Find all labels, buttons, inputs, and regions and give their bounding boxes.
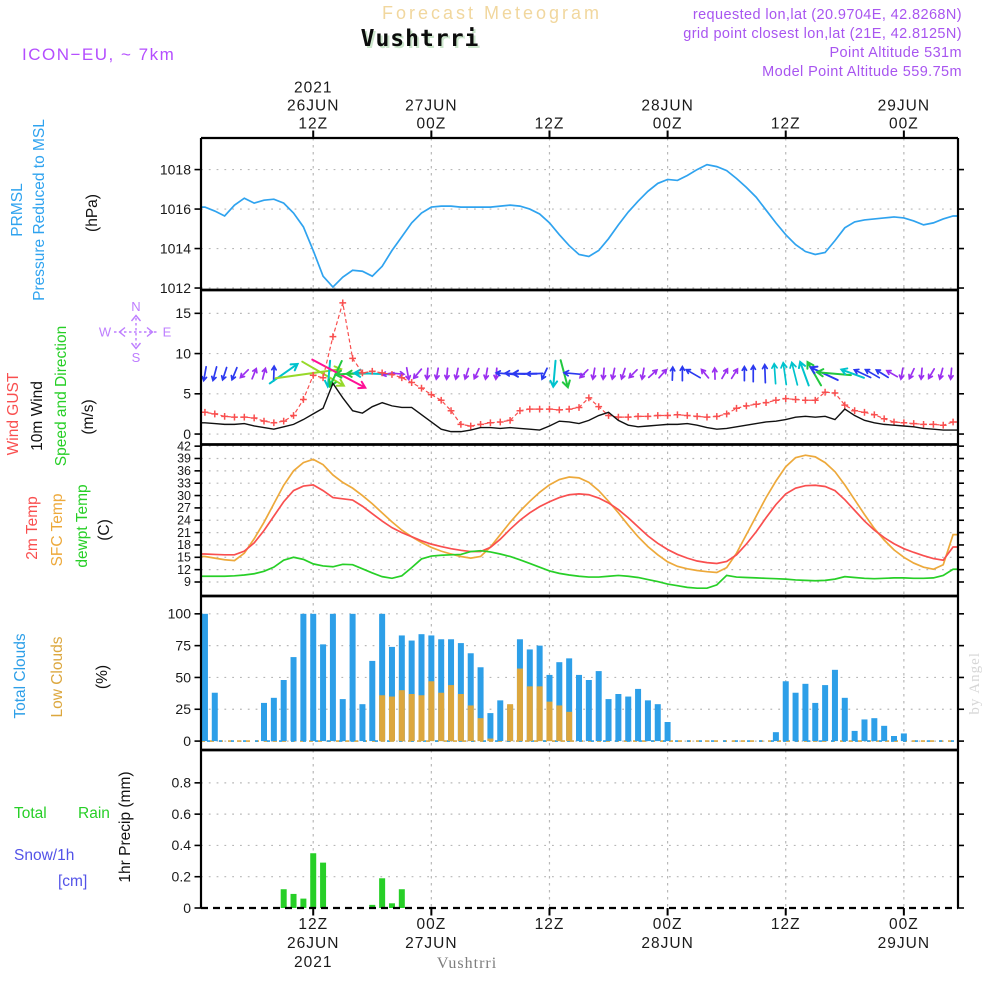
svg-text:N: N xyxy=(131,299,141,314)
svg-text:25: 25 xyxy=(175,701,191,718)
svg-text:1016: 1016 xyxy=(159,200,191,217)
axis-label: Low Clouds xyxy=(49,636,66,718)
svg-text:27: 27 xyxy=(177,501,191,516)
svg-text:0: 0 xyxy=(183,899,191,916)
axis-label: (m/s) xyxy=(80,399,97,435)
panel-temp xyxy=(24,439,964,596)
svg-text:27JUN: 27JUN xyxy=(405,97,458,115)
info-point-altitude: Point Altitude 531m xyxy=(829,45,962,61)
axis-label: Speed and Direction xyxy=(53,325,70,467)
svg-text:15: 15 xyxy=(175,305,191,322)
svg-text:2021: 2021 xyxy=(293,954,333,971)
svg-text:50: 50 xyxy=(175,669,191,686)
wind-direction-arrows xyxy=(202,360,953,389)
svg-text:26JUN: 26JUN xyxy=(287,935,340,952)
svg-text:00Z: 00Z xyxy=(416,115,447,133)
svg-text:18: 18 xyxy=(177,538,191,553)
svg-text:27JUN: 27JUN xyxy=(405,935,458,952)
x-axis-top xyxy=(287,80,930,139)
x-axis-bottom xyxy=(287,908,930,971)
station-title: Vushtrri xyxy=(360,26,480,52)
low-clouds-bars xyxy=(379,669,572,742)
svg-text:28JUN: 28JUN xyxy=(641,935,694,952)
info-model-altitude: Model Point Altitude 559.75m xyxy=(762,64,962,80)
svg-text:28JUN: 28JUN xyxy=(641,97,694,115)
sfc-temp-line xyxy=(201,455,958,572)
svg-text:29JUN: 29JUN xyxy=(877,935,931,952)
axis-label: SFC Temp xyxy=(49,493,66,567)
svg-text:12Z: 12Z xyxy=(298,916,329,933)
svg-text:12: 12 xyxy=(177,562,191,577)
axis-label: (%) xyxy=(94,664,111,690)
svg-text:E: E xyxy=(162,324,172,340)
svg-text:S: S xyxy=(131,350,141,365)
svg-text:00Z: 00Z xyxy=(652,916,683,933)
info-requested-lonlat: requested lon,lat (20.9704E, 42.8268N) xyxy=(692,7,962,23)
svg-text:0.8: 0.8 xyxy=(171,774,191,791)
rain-bars xyxy=(281,853,405,908)
svg-text:1012: 1012 xyxy=(159,279,191,296)
axis-label: PRMSL xyxy=(9,183,26,237)
axis-label: 1hr Precip (mm) xyxy=(117,771,134,883)
svg-text:33: 33 xyxy=(177,476,191,491)
panel-precip xyxy=(14,750,964,916)
axis-label: Total xyxy=(14,805,47,822)
svg-text:12Z: 12Z xyxy=(298,115,329,133)
svg-text:00Z: 00Z xyxy=(652,115,683,133)
svg-text:26JUN: 26JUN xyxy=(287,97,340,115)
model-label: ICON−EU, ~ 7km xyxy=(22,45,176,64)
svg-text:0.2: 0.2 xyxy=(171,868,191,885)
svg-text:12Z: 12Z xyxy=(534,115,565,133)
watermark: by Angel xyxy=(967,652,983,715)
compass-rose xyxy=(99,299,172,365)
panel-pressure xyxy=(9,119,964,301)
svg-text:15: 15 xyxy=(177,550,191,565)
panel-wind xyxy=(5,290,964,466)
svg-text:0: 0 xyxy=(183,425,191,442)
svg-text:39: 39 xyxy=(177,451,191,466)
svg-text:1014: 1014 xyxy=(159,240,191,257)
svg-text:30: 30 xyxy=(177,488,191,503)
svg-text:12Z: 12Z xyxy=(534,916,565,933)
svg-text:00Z: 00Z xyxy=(889,115,919,133)
svg-text:21: 21 xyxy=(177,525,191,540)
axis-label: Pressure Reduced to MSL xyxy=(31,119,48,301)
svg-text:0: 0 xyxy=(183,732,191,749)
svg-text:W: W xyxy=(98,324,112,340)
svg-text:9: 9 xyxy=(184,575,191,590)
svg-text:42: 42 xyxy=(177,439,191,454)
svg-text:5: 5 xyxy=(183,385,191,402)
axis-label: Snow/1h xyxy=(14,847,75,864)
svg-text:0.6: 0.6 xyxy=(171,805,191,822)
t2m-line xyxy=(201,485,958,564)
axis-label: Wind GUST xyxy=(5,372,22,456)
bottom-station-label: Vushtrri xyxy=(436,955,498,972)
svg-text:36: 36 xyxy=(177,464,191,479)
axis-label: (C) xyxy=(96,519,113,541)
svg-text:12Z: 12Z xyxy=(770,916,801,933)
svg-text:00Z: 00Z xyxy=(889,916,919,933)
axis-label: (hPa) xyxy=(84,194,101,232)
axis-label: 2m Temp xyxy=(24,496,41,560)
svg-text:29JUN: 29JUN xyxy=(877,97,931,115)
axis-label: dewpt Temp xyxy=(74,484,91,568)
svg-text:1018: 1018 xyxy=(159,161,191,178)
page-title: Forecast Meteogram xyxy=(381,3,603,23)
panel-clouds xyxy=(12,596,964,750)
axis-label: Rain xyxy=(78,805,110,822)
axis-label: Total Clouds xyxy=(12,633,29,719)
axis-label: 10m Wind xyxy=(29,381,46,451)
svg-text:10: 10 xyxy=(175,345,191,362)
axis-label: [cm] xyxy=(58,873,88,890)
svg-text:2021: 2021 xyxy=(293,79,333,97)
info-closest-lonlat: grid point closest lon,lat (21E, 42.8125N) xyxy=(683,26,962,42)
svg-text:75: 75 xyxy=(175,637,191,654)
prmsl-line xyxy=(201,165,958,287)
svg-text:12Z: 12Z xyxy=(770,115,801,133)
svg-text:24: 24 xyxy=(177,513,191,528)
dewpt-line xyxy=(201,551,958,588)
svg-text:00Z: 00Z xyxy=(416,916,447,933)
svg-text:100: 100 xyxy=(167,605,191,622)
total-clouds-bars xyxy=(202,614,907,741)
svg-text:0.4: 0.4 xyxy=(171,837,191,854)
